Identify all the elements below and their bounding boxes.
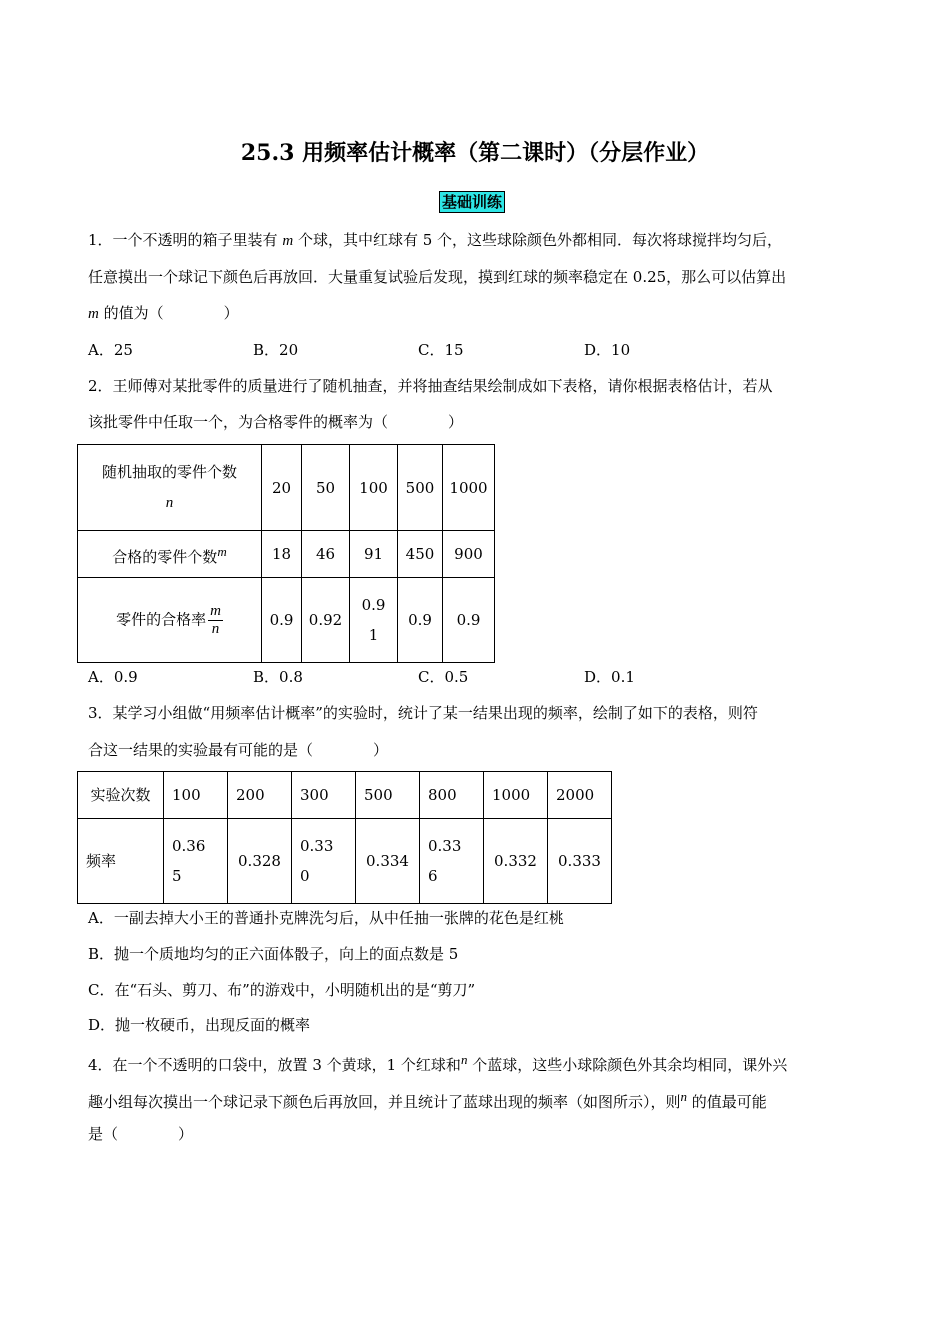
q3-line2: 合这一结果的实验最有可能的是（ ） xyxy=(88,741,389,759)
q2-option-a[interactable]: A．0.9 xyxy=(88,668,138,686)
table-cell: 200 xyxy=(228,772,292,819)
table-cell: 1000 xyxy=(484,772,548,819)
table-cell: 随机抽取的零件个数 n xyxy=(78,445,262,531)
table-cell: 800 xyxy=(420,772,484,819)
q2-option-d[interactable]: D．0.1 xyxy=(584,668,635,686)
q2-line2: 该批零件中任取一个，为合格零件的概率为（ ） xyxy=(88,413,464,431)
table-row xyxy=(78,445,495,531)
q2-option-c[interactable]: C．0.5 xyxy=(418,668,469,686)
table-cell: 0.33 6 xyxy=(420,819,484,904)
q1-line1: 1．一个不透明的箱子里装有 m 个球，其中红球有 5 个，这些球除颜色外都相同．每次将球搅拌均匀后， xyxy=(88,231,783,249)
table-row xyxy=(78,772,612,819)
table-cell: 50 xyxy=(302,445,350,531)
table-cell: 0.92 xyxy=(302,578,350,663)
table-cell: 300 xyxy=(292,772,356,819)
q1-option-c[interactable]: C．15 xyxy=(418,341,464,359)
q1-line3: m 的值为（ ） xyxy=(88,304,239,322)
table-cell: 91 xyxy=(350,531,398,578)
q3-table xyxy=(77,771,612,904)
table-cell: 1000 xyxy=(443,445,495,531)
q3-option-a[interactable]: A．一副去掉大小王的普通扑克牌洗匀后，从中任抽一张牌的花色是红桃 xyxy=(88,909,564,927)
table-cell: 0.9 1 xyxy=(350,578,398,663)
table-cell: 合格的零件个数m xyxy=(78,531,262,578)
q3-option-c[interactable]: C．在“石头、剪刀、布”的游戏中，小明随机出的是“剪刀” xyxy=(88,981,476,999)
q3-line1: 3．某学习小组做“用频率估计概率”的实验时，统计了某一结果出现的频率，绘制了如下的表格，则符 xyxy=(88,704,758,722)
table-cell: 0.334 xyxy=(356,819,420,904)
table-cell: 0.332 xyxy=(484,819,548,904)
q4-line3: 是（ ） xyxy=(88,1125,194,1143)
q1-option-b[interactable]: B．20 xyxy=(253,341,299,359)
table-cell: 46 xyxy=(302,531,350,578)
table-cell: 18 xyxy=(262,531,302,578)
table-row xyxy=(78,819,612,904)
table-cell: 450 xyxy=(398,531,443,578)
table-cell: 900 xyxy=(443,531,495,578)
table-cell: 0.9 xyxy=(262,578,302,663)
table-cell: 500 xyxy=(356,772,420,819)
table-cell: 0.9 xyxy=(398,578,443,663)
table-cell: 零件的合格率 $\frac{m}{n}$ xyxy=(78,578,262,663)
q2-table xyxy=(77,444,495,663)
page-title: 25.3 用频率估计概率（第二课时）（分层作业） xyxy=(240,140,710,166)
q3-option-b[interactable]: B．抛一个质地均匀的正六面体骰子，向上的面点数是 5 xyxy=(88,945,459,963)
q2-option-b[interactable]: B．0.8 xyxy=(253,668,303,686)
table-row xyxy=(78,578,495,663)
q2-line1: 2．王师傅对某批零件的质量进行了随机抽查，并将抽查结果绘制成如下表格，请你根据表格估计，若从 xyxy=(88,377,773,395)
table-row xyxy=(78,531,495,578)
section-badge: 基础训练 xyxy=(439,191,505,213)
table-cell: 100 xyxy=(164,772,228,819)
table-cell: 2000 xyxy=(548,772,612,819)
q1-line2: 任意摸出一个球记下颜色后再放回．大量重复试验后发现，摸到红球的频率稳定在 0.25，那么可以估算出 xyxy=(88,268,787,286)
table-cell: 0.9 xyxy=(443,578,495,663)
q4-line2: 趣小组每次摸出一个球记录下颜色后再放回，并且统计了蓝球出现的频率（如图所示），则n 的值最可能 xyxy=(88,1089,767,1111)
q3-option-d[interactable]: D．抛一枚硬币，出现反面的概率 xyxy=(88,1016,311,1034)
table-cell: 0.36 5 xyxy=(164,819,228,904)
table-cell: 频率 xyxy=(78,819,164,904)
q1-option-a[interactable]: A．25 xyxy=(88,341,133,359)
q1-option-d[interactable]: D．10 xyxy=(584,341,631,359)
table-cell: 100 xyxy=(350,445,398,531)
table-cell: 0.333 xyxy=(548,819,612,904)
q4-line1: 4．在一个不透明的口袋中，放置 3 个黄球，1 个红球和n 个蓝球，这些小球除颜色外其余均相同，课外兴 xyxy=(88,1052,788,1074)
table-cell: 0.33 0 xyxy=(292,819,356,904)
fraction-m-over-n: $\frac{m}{n}$ xyxy=(210,602,221,637)
table-cell: 20 xyxy=(262,445,302,531)
table-cell: 实验次数 xyxy=(78,772,164,819)
table-cell: 500 xyxy=(398,445,443,531)
table-cell: 0.328 xyxy=(228,819,292,904)
